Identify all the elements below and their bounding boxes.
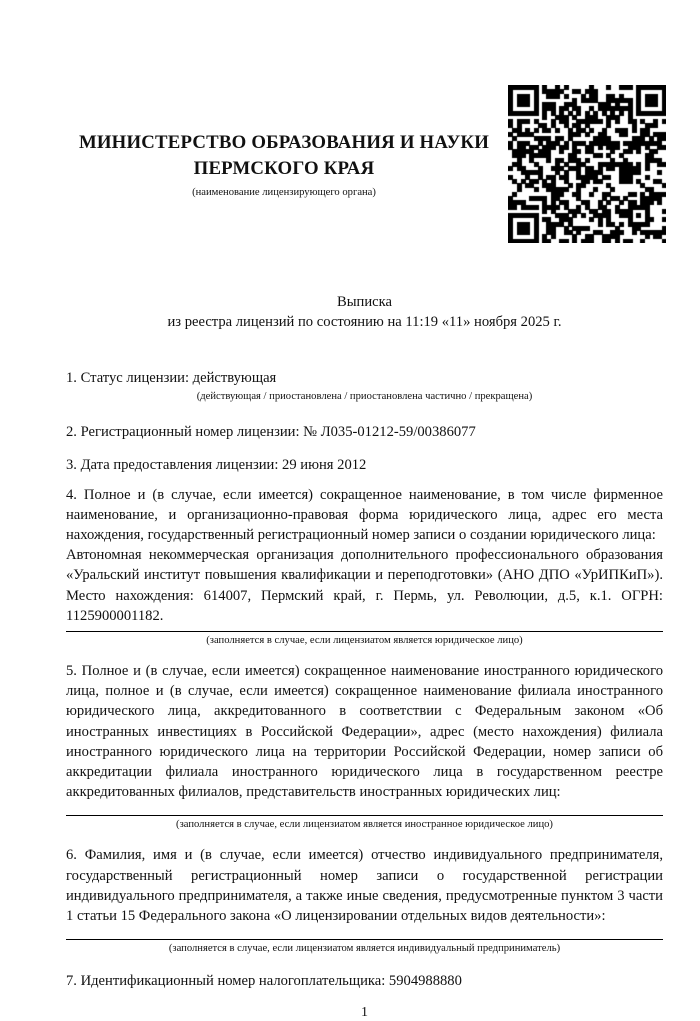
page-number: 1	[361, 1005, 368, 1021]
legal-entity-heading: 4. Полное и (в случае, если имеется) сокращенное наименование, в том числе фирменное наименование, и организационно-правовая форма юридического лица, адрес его места нахождения, государственный регистрационный номер записи о создании юридического лица:	[66, 486, 663, 544]
ministry-name-line1: МИНИСТЕРСТВО ОБРАЗОВАНИЯ И НАУКИ	[78, 132, 490, 153]
field-license-date	[66, 455, 663, 475]
registration-number-text: 2. Регистрационный номер лицензии: № Л035-01212-59/00386077	[66, 424, 476, 441]
fill-line	[66, 939, 663, 940]
field-individual-entrepreneur	[66, 845, 663, 956]
legal-entity-value: Автономная некоммерческая организация дополнительного профессионального образования «Уральский институт повышения квалификации и переподготовки» (АНО ДПО «УрИПКиП»). Место нахождения: 614007, Пермский край, г. Пермь, ул. Революции, д.5, к.1. ОГРН: 1125900001182.	[66, 547, 663, 624]
field-registration-number	[66, 422, 663, 442]
extract-subtitle: из реестра лицензий по состоянию на 11:19 «11» ноября 2025 г.	[167, 314, 562, 330]
fill-line	[66, 815, 663, 816]
field-taxpayer-number	[66, 971, 663, 991]
legal-entity-caption: (заполняется в случае, если лицензиатом является юридическое лицо)	[206, 635, 523, 647]
taxpayer-number-text: 7. Идентификационный номер налогоплательщика: 5904988880	[66, 973, 462, 990]
license-date-text: 3. Дата предоставления лицензии: 29 июня 2012	[66, 457, 367, 474]
field-foreign-entity	[66, 661, 663, 832]
ministry-name-line2: ПЕРМСКОГО КРАЯ	[193, 158, 375, 179]
foreign-entity-heading: 5. Полное и (в случае, если имеется) сокращенное наименование иностранного юридического лица, полное и (в случае, если имеется) сокращенное наименование филиала иностранного юридического лица, аккредитованного в соответствии с Федеральным законом «Об иностранных инвестициях в Российской Федерации», адрес (место нахождения) филиала иностранного юридического лица на территории Российской Федерации, номер записи об аккредитации филиала иностранного юридического лица в государственном реестре аккредитованных филиалов, представительств иностранных юридических лиц:	[66, 663, 663, 801]
extract-title: Выписка	[337, 294, 392, 310]
document-content	[66, 0, 663, 1021]
licensing-org-caption: (наименование лицензирующего органа)	[192, 187, 376, 198]
field-legal-entity	[66, 485, 663, 648]
fill-line	[66, 631, 663, 632]
foreign-entity-caption: (заполняется в случае, если лицензиатом является иностранное юридическое лицо)	[176, 819, 553, 831]
field-license-status	[66, 368, 663, 404]
individual-entrepreneur-heading: 6. Фамилия, имя и (в случае, если имеется) отчество индивидуального предпринимателя, государственный регистрационный номер записи о государственной регистрации индивидуального предпринимателя, а также иные сведения, предусмотренные пунктом 3 части 1 статьи 15 Федерального закона «О лицензировании отдельных видов деятельности»:	[66, 847, 663, 925]
license-status-text: 1. Статус лицензии: действующая	[66, 370, 277, 386]
licensing-authority-header	[66, 130, 502, 200]
license-status-options-caption: (действующая / приостановлена / приостановлена частично / прекращена)	[196, 391, 533, 403]
individual-entrepreneur-caption: (заполняется в случае, если лицензиатом является индивидуальный предприниматель)	[168, 943, 561, 955]
extract-title-block	[66, 292, 663, 332]
